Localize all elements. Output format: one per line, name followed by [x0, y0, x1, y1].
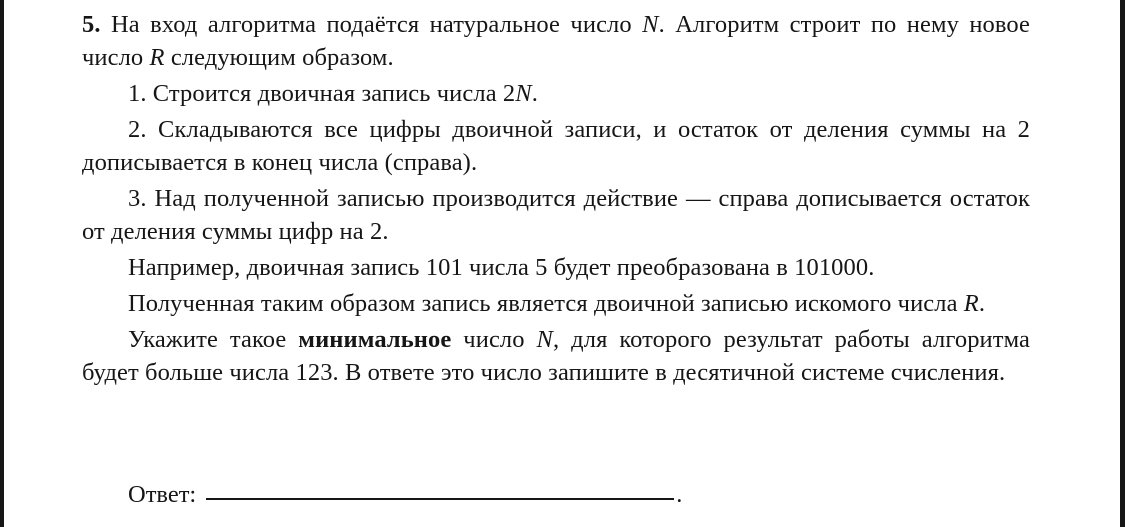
example-paragraph: Например, двоичная запись 101 числа 5 будет преобразована в 101000. [128, 254, 875, 281]
intro-text-a: На вход алгоритма подаётся натуральное число [100, 11, 643, 38]
step-1-end: . [531, 80, 538, 107]
step-1 [82, 77, 1030, 110]
answer-end-dot: . [676, 481, 683, 508]
question-variable: N [536, 326, 553, 353]
question-text-c: , для которого результат работы алгоритма будет больше числа 123. В ответе это число запишите в десятичной системе счисления. [82, 326, 1030, 386]
answer-row [128, 478, 682, 511]
question-paragraph [82, 323, 1030, 389]
right-border-rule [1120, 0, 1125, 527]
question-text-b: число [451, 326, 537, 353]
left-border-rule [0, 0, 4, 527]
result-text: Полученная таким образом запись является двоичной записью искомого числа [128, 290, 964, 317]
question-text-a: Укажите такое [128, 326, 299, 353]
intro-text-b: . Алгоритм строит по нему новое число [82, 11, 1031, 71]
result-end: . [978, 290, 986, 317]
task-number: 5. [82, 11, 101, 38]
variable-n: N [642, 11, 659, 38]
intro-text-c: следующим образом. [164, 44, 394, 71]
answer-blank-line[interactable] [206, 498, 674, 500]
answer-label: Ответ: [128, 481, 197, 508]
step-1-variable: N [515, 80, 532, 107]
step-2: 2. Складываются все цифры двоичной записи, и остаток от деления суммы на 2 дописывается в конец числа (справа). [82, 116, 1030, 176]
step-3: 3. Над полученной записью производится действие — справа дописывается остаток от деления суммы цифр на 2. [82, 185, 1030, 245]
question-emphasis: минимальное [298, 326, 452, 353]
task-intro [82, 8, 1030, 74]
result-paragraph [82, 287, 1030, 320]
task-body [82, 8, 1030, 389]
step-1-text: 1. Строится двоичная запись числа 2 [128, 80, 516, 107]
result-variable: R [963, 290, 979, 317]
variable-r: R [149, 44, 165, 71]
